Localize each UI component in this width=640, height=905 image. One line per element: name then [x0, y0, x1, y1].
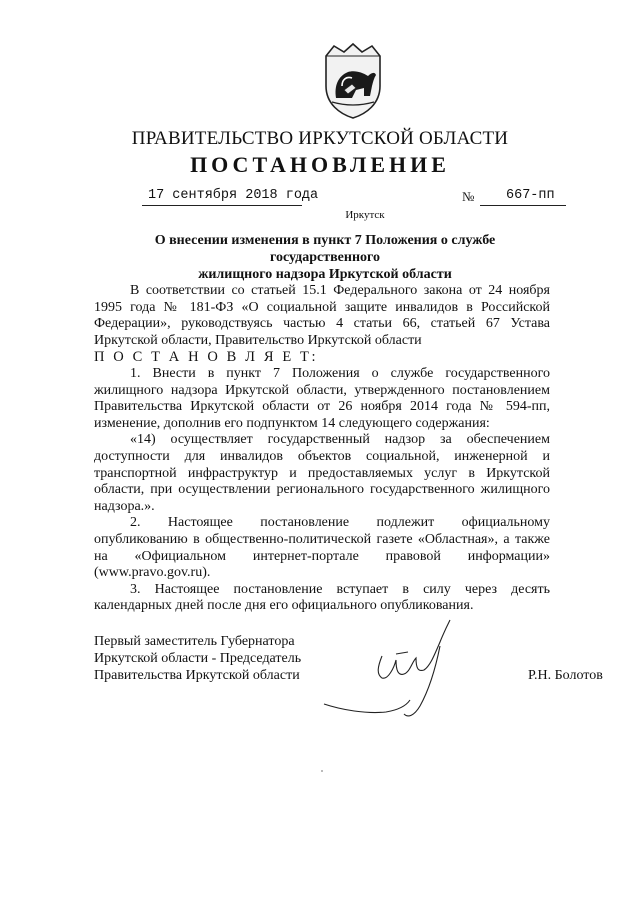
city-label: Иркутск [345, 209, 385, 221]
document-title [100, 232, 550, 283]
signatory-position [94, 633, 301, 685]
document-date: 17 сентября 2018 года [148, 188, 319, 203]
document-type: ПОСТАНОВЛЕНИЕ [190, 152, 450, 177]
scan-speck [321, 770, 323, 772]
handwritten-signature [312, 618, 462, 723]
number-sign: № [462, 189, 475, 204]
document-body [94, 283, 550, 615]
position-line-1: Первый заместитель Губернатора [94, 634, 295, 649]
preamble-paragraph: В соответствии со статьей 15.1 Федерального закона от 24 ноября 1995 года № 181-ФЗ «О социальной защите инвалидов в Российской Федерации», руководствуясь частью 4 статьи 66, статьей 67 Устава Иркутской области, Правительство Иркутской области [94, 283, 550, 348]
title-line-1: О внесении изменения в пункт 7 Положения о службе государственного [154, 233, 496, 265]
title-line-2: жилищного надзора Иркутской области [198, 267, 452, 282]
number-underline [480, 205, 566, 206]
item-2-paragraph: 2. Настоящее постановление подлежит официальному опубликованию в общественно-политической газете «Областная», а также на «Официальном интернет-портале правовой информации» (www.pravo.gov.ru). [94, 515, 550, 581]
item-3-paragraph: 3. Настоящее постановление вступает в силу через десять календарных дней после дня его официального опубликования. [94, 581, 550, 614]
decree-word: П О С Т А Н О В Л Я Е Т: [94, 349, 319, 366]
date-underline [142, 205, 302, 206]
position-line-2: Иркутской области - Председатель [94, 651, 302, 667]
position-line-3: Правительства Иркутской области [94, 668, 300, 684]
signatory-name: Р.Н. Болотов [528, 668, 603, 683]
irkutsk-coat-of-arms-icon [322, 42, 384, 120]
item-1-quote-paragraph: «14) осуществляет государственный надзор за обеспечением доступности для инвалидов объектов социальной, инженерной и транспортной инфраструктур и предоставляемых услуг в Иркутской области, при осуществлении регионального государственного жилищного надзора.». [94, 432, 550, 514]
document-number: 667-пп [506, 188, 555, 203]
government-name: ПРАВИТЕЛЬСТВО ИРКУТСКОЙ ОБЛАСТИ [131, 128, 509, 149]
item-1-paragraph: 1. Внести в пункт 7 Положения о службе государственного жилищного надзора Иркутской области, утвержденного постановлением Правительства Иркутской области от 26 ноября 2014 года № 594-пп, изменение, дополнив его подпунктом 14 следующего содержания: [94, 365, 550, 431]
